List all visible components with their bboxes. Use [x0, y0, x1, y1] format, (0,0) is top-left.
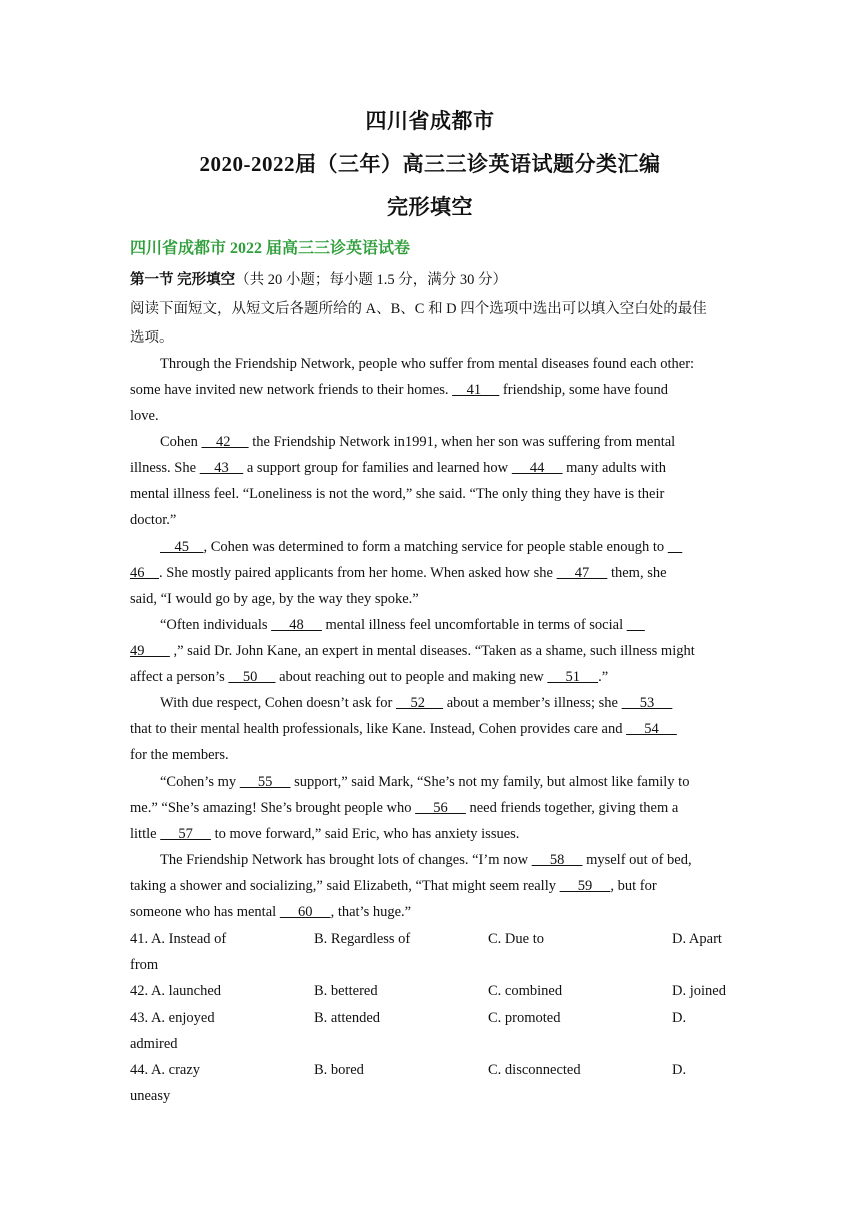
part-heading-line	[130, 268, 734, 289]
text: to move forward,” said Eric, who has anxiety issues.	[210, 826, 520, 842]
text: some have invited new network friends to their homes.	[130, 382, 453, 398]
p3-line-3: said, “I would go by age, by the way they spoke.”	[130, 591, 419, 607]
option-44-d-wrap: uneasy	[130, 1088, 171, 1104]
option-42-c: C. combined	[488, 983, 563, 999]
p2-line-2	[130, 460, 734, 477]
option-42-d: D. joined	[672, 983, 726, 999]
part-note: （共 20 小题；每小题 1.5 分，满分 30 分）	[235, 272, 507, 288]
p4-line-3	[130, 669, 734, 686]
text: about reaching out to people and making new	[275, 669, 548, 685]
blank-51: 51	[547, 669, 599, 685]
text: , that’s huge.”	[330, 904, 412, 920]
text: .”	[598, 669, 609, 685]
doc-title-region: 四川省成都市	[365, 109, 495, 133]
doc-title-main: 2020-2022届（三年）高三三诊英语试题分类汇编	[199, 152, 661, 176]
p6-line-1	[160, 774, 734, 791]
p3-line-2	[130, 565, 734, 582]
blank-52: 52	[395, 695, 444, 711]
blank-42: 42	[201, 434, 249, 450]
text: myself out of bed,	[582, 852, 692, 868]
option-43-d-wrap: admired	[130, 1036, 178, 1052]
blank-59: 59	[559, 878, 611, 894]
p6-line-3	[130, 826, 734, 843]
text: me.” “She’s amazing! She’s brought people who	[130, 800, 416, 816]
text: affect a person’s	[130, 669, 229, 685]
blank-49-start	[627, 617, 645, 633]
blank-46: 46	[130, 565, 159, 581]
p7-line-1	[160, 852, 734, 869]
blank-55: 55	[239, 774, 291, 790]
option-42-b: B. bettered	[314, 983, 378, 999]
option-43-a: 43. A. enjoyed	[130, 1010, 215, 1026]
option-41-d-wrap: from	[130, 957, 159, 973]
p3-line-1	[160, 539, 734, 556]
blank-57: 57	[160, 826, 211, 842]
p7-line-2	[130, 878, 734, 895]
option-43-d: D.	[672, 1010, 687, 1026]
text: someone who has mental	[130, 904, 280, 920]
blank-60: 60	[279, 904, 331, 920]
p5-line-3: for the members.	[130, 747, 229, 763]
text: little	[130, 826, 161, 842]
text: , but for	[610, 878, 657, 894]
text: . She mostly paired applicants from her home. When asked how she	[159, 565, 557, 581]
text: illness. She	[130, 460, 200, 476]
option-41-c: C. Due to	[488, 931, 544, 947]
option-44-a: 44. A. crazy	[130, 1062, 201, 1078]
text: taking a shower and socializing,” said Elizabeth, “That might seem really	[130, 878, 560, 894]
instructions-line-2: 选项。	[130, 330, 174, 346]
p4-line-2	[130, 643, 734, 660]
blank-46-start	[668, 539, 683, 555]
blank-54: 54	[626, 721, 677, 737]
option-43-b: B. attended	[314, 1010, 381, 1026]
blank-44: 44	[511, 460, 563, 476]
blank-53: 53	[621, 695, 673, 711]
p2-line-3: mental illness feel. “Loneliness is not the word,” she said. “The only thing they have is their	[130, 486, 665, 502]
text: support,” said Mark, “She’s not my family, but almost like family to	[290, 774, 690, 790]
blank-56: 56	[415, 800, 466, 816]
blank-49: 49	[130, 643, 170, 659]
blank-58: 58	[531, 852, 583, 868]
doc-title-topic: 完形填空	[387, 195, 473, 219]
text: that to their mental health professionals, like Kane. Instead, Cohen provides care and	[130, 721, 627, 737]
text: a support group for families and learned how	[243, 460, 512, 476]
p2-line-4: doctor.”	[130, 512, 177, 528]
blank-50: 50	[228, 669, 276, 685]
part-heading: 第一节 完形填空	[130, 272, 236, 288]
blank-41: 41	[452, 382, 500, 398]
text: The Friendship Network has brought lots of changes. “I’m now	[160, 852, 532, 868]
text: need friends together, giving them a	[465, 800, 679, 816]
option-44-b: B. bored	[314, 1062, 364, 1078]
option-41-b: B. Regardless of	[314, 931, 411, 947]
p5-line-2	[130, 721, 734, 738]
option-42-a: 42. A. launched	[130, 983, 222, 999]
p2-line-1	[160, 434, 734, 451]
option-44-d: D.	[672, 1062, 687, 1078]
p5-line-1	[160, 695, 734, 712]
text: them, she	[607, 565, 667, 581]
p1-line-1: Through the Friendship Network, people who suffer from mental diseases found each other:	[160, 356, 695, 372]
option-41-d: D. Apart	[672, 931, 722, 947]
text: With due respect, Cohen doesn’t ask for	[160, 695, 396, 711]
text: about a member’s illness; she	[443, 695, 622, 711]
text: , Cohen was determined to form a matching service for people stable enough to	[203, 539, 668, 555]
p4-line-1	[160, 617, 734, 634]
blank-43: 43	[199, 460, 244, 476]
p7-line-3	[130, 904, 734, 921]
option-43-c: C. promoted	[488, 1010, 561, 1026]
text: friendship, some have found	[499, 382, 669, 398]
p1-line-2	[130, 382, 734, 399]
text: ,” said Dr. John Kane, an expert in mental diseases. “Taken as a shame, such illness might	[169, 643, 695, 659]
blank-45: 45	[160, 539, 204, 555]
p6-line-2	[130, 800, 734, 817]
option-41-a: 41. A. Instead of	[130, 931, 227, 947]
blank-47: 47	[556, 565, 608, 581]
p1-line-3: love.	[130, 408, 159, 424]
instructions-line-1: 阅读下面短文，从短文后各题所给的 A、B、C 和 D 四个选项中选出可以填入空白处的最佳	[130, 301, 707, 317]
section-title: 四川省成都市 2022 届高三三诊英语试卷	[130, 240, 411, 257]
option-44-c: C. disconnected	[488, 1062, 581, 1078]
text: mental illness feel uncomfortable in terms of social	[321, 617, 627, 633]
text: the Friendship Network in1991, when her son was suffering from mental	[248, 434, 676, 450]
text: many adults with	[562, 460, 667, 476]
text: “Cohen’s my	[160, 774, 240, 790]
blank-48: 48	[271, 617, 322, 633]
text: Cohen	[160, 434, 202, 450]
text: “Often individuals	[160, 617, 272, 633]
